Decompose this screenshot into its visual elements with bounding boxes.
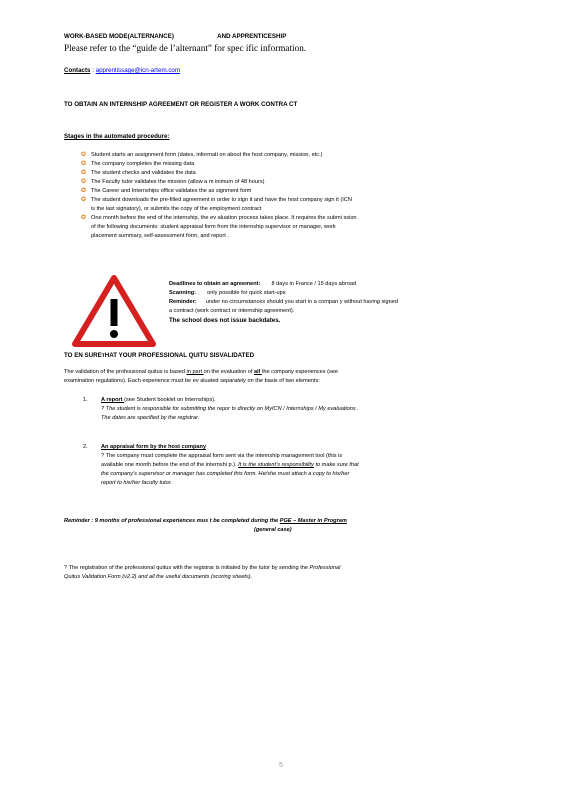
list-item [81,188,251,196]
arrow-bullet-icon: ✪ [81,161,87,167]
arrow-bullet-icon: ✪ [81,197,87,203]
list-item [81,161,194,169]
list-item [81,179,264,187]
reminder-warning-line [169,299,398,307]
item2-text: to make sure that [313,462,359,468]
item1-title-rest: (see Student booklet on Internships). [124,397,216,403]
months-reminder-line2: (general case) [254,527,292,533]
item2-line2: ? The company must complete the appraisal form sent via the internship management tool (this is [101,453,343,459]
contacts-email-link[interactable]: apprentissage@icn-artem.com [95,67,181,74]
deadlines-line [169,281,356,289]
in-part-text: in part [186,369,204,375]
item2-text: available one month before the end of the internshi p.). [101,462,239,468]
item1-line3: The dates are specified by the registrar. [101,415,200,421]
reminder-value: under no circumstances should you start in a compan y without having signed [205,299,398,305]
months-reminder-line1 [64,518,347,526]
program-name: PGE – Master in Program [279,518,347,524]
warning-triangle-icon [72,275,156,347]
bullet-text: The student downloads the pre-filled agreement in order to sign it and have the host company sign it (ICN [91,197,352,203]
para-text: the company experiences (see [261,369,338,375]
para-text: on the basis of two elements: [247,378,320,384]
bullet-text: Student starts an assignment form (dates, informati on about the host company, mission, etc.) [91,152,323,158]
para-text: on the evaluation of [203,369,255,375]
guide-line: Please refer to the “guide de l’alternant” for spec ific information. [64,43,307,53]
item2-title: An appraisal form by the host company [101,444,207,450]
title-part1: WORK-BASED MODE(ALTERNANCE) [64,33,174,40]
item1-title-text: A report [101,397,125,403]
arrow-bullet-icon: ✪ [81,179,87,185]
scanning-label: Scanning: [169,290,197,296]
list-item [81,170,196,178]
bullet-continuation: of the following documents: student appraisal form from the internship supervisor or manager, work [91,224,336,230]
item2-number: 2. [83,444,88,450]
reminder-label: Reminder: [169,299,197,305]
item1-number: 1. [83,397,88,403]
item2-line3 [101,462,359,470]
deadlines-label: Deadlines to obtain an agreement: [169,281,261,287]
registration-note-line2: Quitus Validation Form (v2.2) and all the useful documents (scoring sheets). [64,574,253,580]
list-item [81,152,323,160]
scanning-line [169,290,286,298]
registration-note-line1 [64,565,340,573]
item1-title [101,397,216,405]
bullet-text: The company completes the missing data [91,161,195,167]
separately-text: separately [220,378,248,384]
validation-paragraph-line1 [64,369,338,377]
bullet-text: One month before the end of the internship, the ev aluation process takes place. It requires the submi ssion [91,215,357,221]
all-text: all [254,369,262,375]
contacts-label: Contacts [64,67,91,74]
section2-heading: TO EN SUREтHAT YOUR PROFESSIONAL QUITU SISVALIDATED [64,352,255,359]
note-italic-text: Professional [309,565,341,571]
contacts-separator: : [90,67,96,74]
item2-line4: the company’s supervisor or manager has completed this form. He/she must attach a copy to his/her [101,471,350,477]
item1-line2: ? The student is responsible for submitting the repor ts directly on MyICN / Internships / My evaluations . [101,406,359,412]
stages-heading: Stages in the automated procedure: [64,133,170,140]
responsibility-text: It is the student’s responsibility [238,462,314,468]
arrow-bullet-icon: ✪ [81,170,87,176]
arrow-bullet-icon: ✪ [81,188,87,194]
bullet-text: The Faculty tutor validates the mission (allow a m inimum of 48 hours) [91,179,265,185]
contacts-line [64,67,180,75]
reminder-continuation: a contract (work contract or internship agreement). [169,308,295,314]
validation-paragraph-line2 [64,378,320,386]
backdates-notice: The school does not issue backdates. [169,317,281,324]
para-text: examination regulations). Each experience must be ev aluated [64,378,221,384]
bullet-continuation: placement summary, self-assessment form, and report . [91,233,229,239]
page-number: 5 [279,762,283,769]
list-item [81,197,352,205]
para-text: The validation of the professional quitus is based [64,369,187,375]
section1-heading: TO OBTAIN AN INTERNSHIP AGREEMENT OR REGISTER A WORK CONTRA CT [64,101,298,108]
list-item [81,215,357,223]
bullet-text: The Career and Internships office validates the as signment form [91,188,252,194]
doc-title [64,33,286,41]
item2-line5: report to his/her faculty tutor. [101,480,172,486]
title-part2: AND APPRENTICESHIP [217,33,287,40]
bullet-text: The student checks and validates the data [91,170,196,176]
note-text: ? The registration of the professional quitus with the registrar is initiated by the tutor by sending the [64,565,310,571]
bullet-continuation: is the last signatory), or submits the copy of the employment contract [91,206,262,212]
arrow-bullet-icon: ✪ [81,152,87,158]
scanning-value: only possible for quick start-ups [207,290,286,296]
reminder-text: Reminder : 9 months of professional experiences mus t be completed during the [64,518,280,524]
deadlines-value: 8 days in France / 15 days abroad [271,281,357,287]
arrow-bullet-icon: ✪ [81,215,87,221]
